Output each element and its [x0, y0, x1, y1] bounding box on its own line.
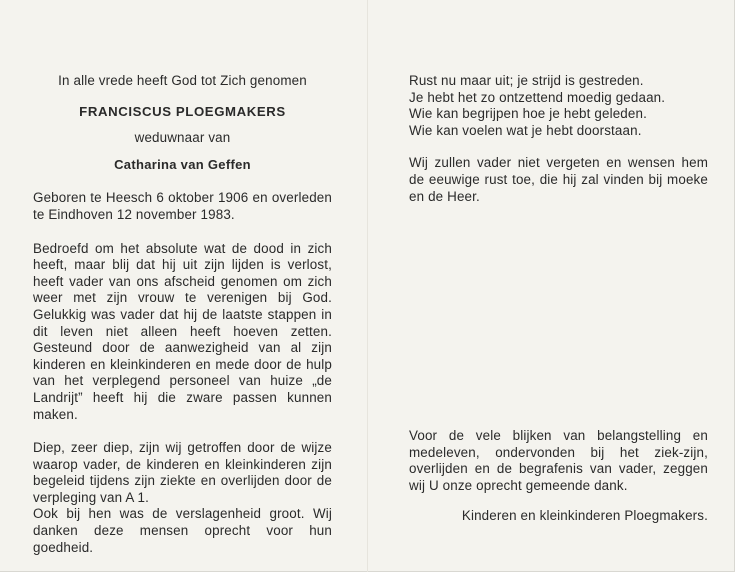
relation-text: weduwnaar van	[134, 130, 231, 146]
spouse-name: Catharina van Geffen	[114, 156, 251, 172]
signature: Kinderen en kleinkinderen Ploegmakers.	[461, 508, 708, 524]
remembrance-text: Wij zullen vader niet vergeten en wensen hem de eeuwige rust toe, die hij zal vinden bij moeke en de Heer.	[409, 155, 708, 204]
poem-line: Je hebt het zo ontzettend moedig gedaan.	[409, 89, 666, 105]
gratitude-paragraph: Diep, zeer diep, zijn wij getroffen door de wijze waarop vader, de kinderen en kleinkinderen zijn begeleid tijdens zijn ziekte en overlijden door de verpleging van A 1.	[33, 440, 332, 505]
birth-death-text: Geboren te Heesch 6 oktober 1906 en overleden te Eindhoven 12 november 1983.	[33, 190, 332, 222]
card-fold-line	[367, 0, 368, 572]
right-panel-top	[409, 73, 708, 205]
poem	[409, 73, 708, 139]
opening-line: In alle vrede heeft God tot Zich genomen	[58, 73, 307, 88]
left-panel	[33, 73, 332, 556]
farewell-paragraph: Bedroefd om het absolute wat de dood in zich heeft, maar blij dat hij uit zijn lijden is verlost, heeft vader van ons afscheid genomen om zich weer met zijn vrouw te verenigen bij God. Gelukkig was vader dat hij de laatste stappen in dit leven niet alleen heeft hoeven zetten. Gesteund door de aanwezigheid van al zijn kinderen en kleinkinderen en mede door de hulp van het verplegend personeel van huize „de Landrijt” heeft hij die zware passen kunnen maken.	[33, 240, 332, 422]
deceased-name: FRANCISCUS PLOEGMAKERS	[79, 103, 286, 119]
closing-paragraph: Ook bij hen was de verslagenheid groot. Wij danken deze mensen oprecht voor hun goedheid.	[33, 506, 332, 555]
poem-line: Wie kan voelen wat je hebt doorstaan.	[409, 122, 642, 138]
poem-line: Wie kan begrijpen hoe je hebt geleden.	[409, 106, 647, 122]
thanks-text: Voor de vele blijken van belangstelling en medeleven, ondervonden bij het ziek-zijn, overlijden en de begrafenis van vader, zeggen wij U onze oprecht gemeende dank.	[409, 428, 708, 493]
poem-line: Rust nu maar uit; je strijd is gestreden.	[409, 73, 644, 88]
right-panel-bottom	[409, 428, 708, 525]
